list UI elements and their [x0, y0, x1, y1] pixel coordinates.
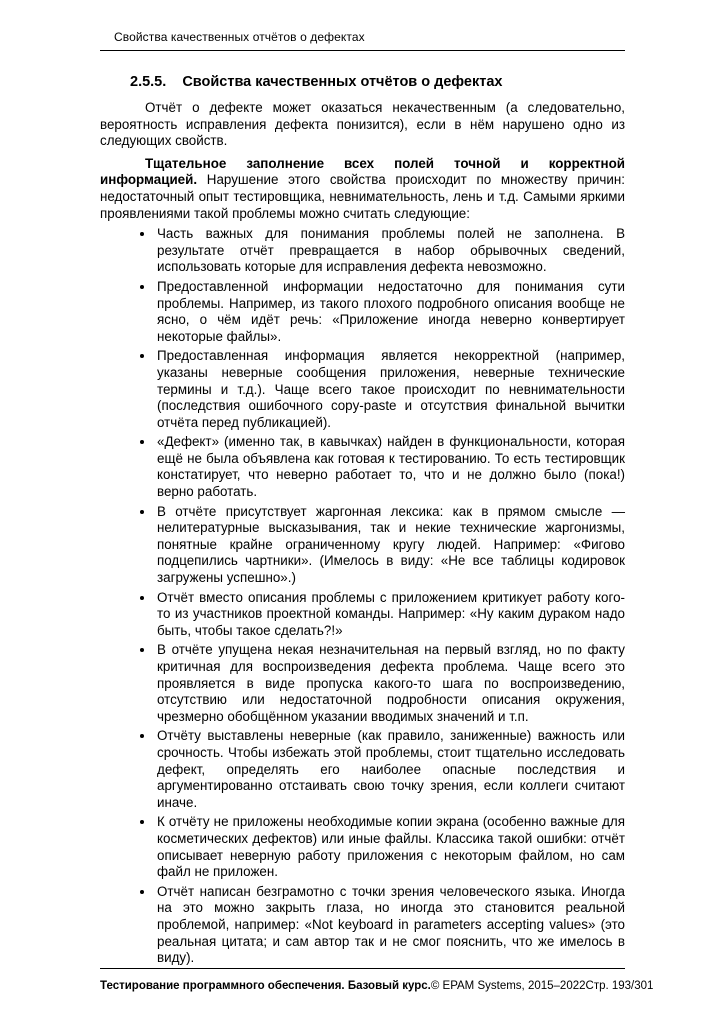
list-item: • Предоставленная информация является некорректной (например, указаны неверные сообщения приложения, неверные технические термины и т.д.). Чаще всего такое происходит по невнимательности (последствия ошибочного copy-paste и отсутствия финальной вычитки отчёта перед публикацией).: [155, 348, 625, 431]
running-header: [100, 30, 625, 51]
property-text: Нарушение этого свойства происходит по множеству причин: недостаточный опыт тестировщика, невнимательность, лень и т.д. Самыми яркими проявлениями такой проблемы можно считать следующие:: [100, 172, 625, 221]
list-item: • Отчёт вместо описания проблемы с приложением критикует работу кого-то из участников проектной команды. Например: «Ну каким дураком надо быть, чтобы такое сделать?!»: [155, 590, 625, 640]
footer-course-title: Тестирование программного обеспечения. Базовый курс.: [100, 980, 431, 992]
list-item: • Предоставленной информации недостаточно для понимания сути проблемы. Например, из такого плохого подробного описания вообще не ясно, о чём идёт речь: «Приложение иногда неверно конвертирует некоторые файлы».: [155, 279, 625, 345]
list-item: • Отчёт написан безграмотно с точки зрения человеческого языка. Иногда на это можно закрыть глаза, но иногда это становится реальной проблемой, например: «Not keyboard in parameters accepting values» (это реальная цитата; и сам автор так и не смог пояснить, что же имелось в виду).: [155, 884, 625, 967]
property-paragraph: [100, 156, 625, 222]
property-title-bold: Тщательное заполнение всех полей точной и корректной информацией.: [100, 155, 625, 188]
list-item: • К отчёту не приложены необходимые копии экрана (особенно важные для косметических дефектов) или иные файлы. Классика такой ошибки: отчёт описывает неверную работу приложения с некоторым файлом, но сам файл не приложен.: [155, 814, 625, 880]
page-content: [100, 58, 625, 970]
running-header-text: Свойства качественных отчётов о дефектах: [114, 30, 365, 44]
section-title: Свойства качественных отчётов о дефектах: [182, 74, 503, 90]
footer-copyright: © EPAM Systems, 2015–2022: [430, 980, 586, 992]
section-number: 2.5.5.: [130, 74, 167, 90]
page-footer: [100, 968, 654, 992]
list-item: • В отчёте присутствует жаргонная лексика: как в прямом смысле — нелитературные высказывания, так и некие технические жаргонизмы, понятные крайне ограниченному кругу людей. Например: «Фигово подцепились чартники». (Имелось в виду: «Не все таблицы кодировок загружены успешно».): [155, 504, 625, 587]
list-item: • «Дефект» (именно так, в кавычках) найден в функциональности, которая ещё не была объявлена как готовая к тестированию. То есть тестировщик констатирует, что неверно работает то, что и не должно было (пока!) верно работать.: [155, 434, 625, 500]
list-item: • Часть важных для понимания проблемы полей не заполнена. В результате отчёт превращается в набор обрывочных сведений, использовать которые для исправления дефекта невозможно.: [155, 226, 625, 276]
footer-page-number: Стр. 193/301: [585, 980, 654, 992]
list-item: • Отчёту выставлены неверные (как правило, заниженные) важность или срочность. Чтобы избежать этой проблемы, стоит тщательно исследовать дефект, определять его наиболее опасные последствия и аргументированно отстаивать свою точку зрения, если коллеги считают иначе.: [155, 728, 625, 811]
bullet-list: [100, 226, 625, 967]
list-item: • В отчёте упущена некая незначительная на первый взгляд, но по факту критичная для воспроизведения дефекта проблема. Чаще всего это проявляется в виде пропуска какого-то шага по воспроизведению, отсутствию или недостаточной подробности описания окружения, чрезмерно обобщённом указании вводимых значений и т.п.: [155, 642, 625, 725]
section-heading: [130, 74, 625, 90]
intro-paragraph: Отчёт о дефекте может оказаться некачественным (а следовательно, вероятность исправления дефекта понизится), если в нём нарушено одно из следующих свойств.: [100, 100, 625, 149]
